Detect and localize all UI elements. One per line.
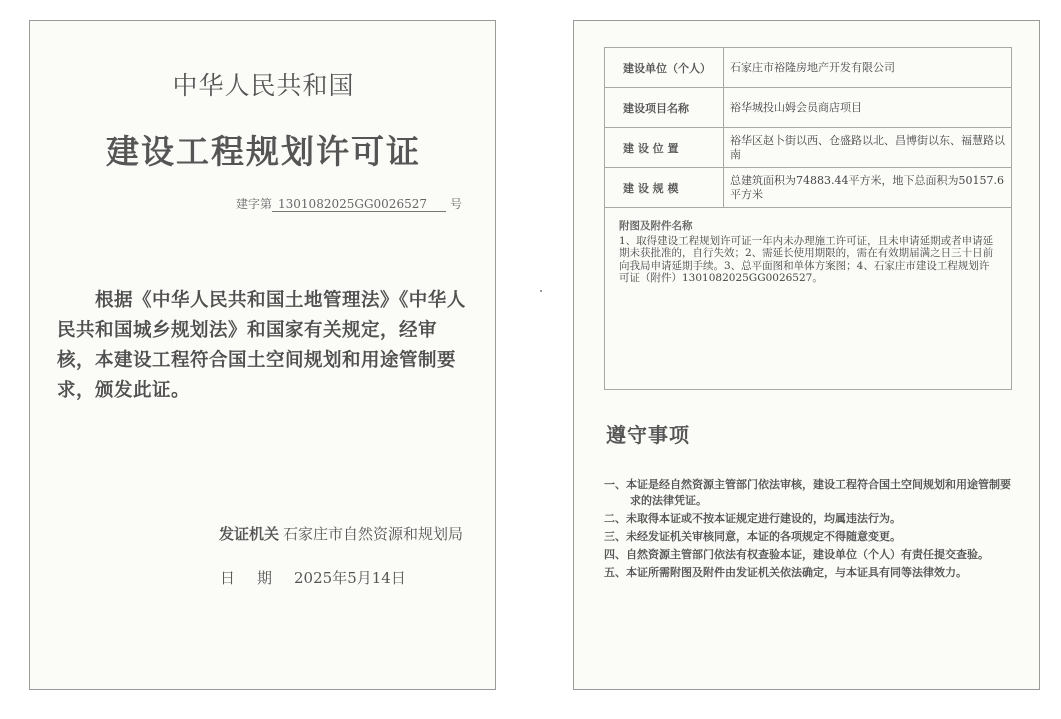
construction-unit-value: 石家庄市裕隆房地产开发有限公司 (724, 48, 1012, 88)
location-value: 裕华区赵卜街以西、仓盛路以北、昌博街以东、福慧路以南 (724, 128, 1012, 168)
rule-item: 二、未取得本证或不按本证规定进行建设的，均属违法行为。 (604, 512, 901, 525)
project-name-label: 建设项目名称 (605, 88, 724, 128)
table-row (605, 88, 1012, 128)
date-value: 2025年5月14日 (294, 569, 406, 587)
permit-prefix: 建字第 (236, 197, 273, 211)
scale-value: 总建筑面积为74883.44平方米，地下总面积为50157.6平方米 (724, 168, 1012, 208)
rule-item: 三、未经发证机关审核同意，本证的各项规定不得随意变更。 (604, 530, 901, 543)
certificate-body-text: 根据《中华人民共和国土地管理法》《中华人民共和国城乡规划法》和国家有关规定，经审核，本建设工程符合国土空间规划和用途管制要求，颁发此证。 (57, 290, 466, 401)
project-info-table (604, 47, 1012, 390)
rule-item: 五、本证所需附图及附件由发证机关依法确定，与本证具有同等法律效力。 (604, 566, 967, 579)
rule-item: 四、自然资源主管部门依法有权查验本证，建设单位（个人）有责任提交查验。 (604, 548, 989, 561)
permit-number-line (236, 195, 462, 212)
issuer-value: 石家庄市自然资源和规划局 (283, 525, 464, 543)
attachments-text: 1、取得建设工程规划许可证一年内未办理施工许可证，且未申请延期或者申请延期未获批准的，自行失效；2、需延长使用期限的，需在有效期届满之日三十日前向我局申请延期手续。3、总平面图和单体方案图；4、石家庄市建设工程规划许可证（附件）1301082025GG0026527。 (619, 234, 994, 284)
rules-title: 遵守事项 (606, 423, 690, 447)
construction-unit-label: 建设单位（个人） (605, 48, 724, 88)
permit-number: 1301082025GG0026527 (272, 197, 446, 212)
attachments-title: 附图及附件名称 (619, 220, 693, 232)
issuing-authority (219, 523, 463, 544)
date-label: 日期 (220, 569, 295, 587)
certificate-back-page (573, 20, 1040, 690)
table-row (605, 48, 1012, 88)
issue-date (220, 567, 406, 588)
issuer-label: 发证机关 (219, 525, 280, 543)
table-row (605, 128, 1012, 168)
permit-suffix: 号 (450, 197, 463, 211)
certificate-front-page (29, 20, 496, 690)
project-name-value: 裕华城投山姆会员商店项目 (724, 88, 1012, 128)
scan-speck (540, 290, 542, 292)
table-row (605, 168, 1012, 208)
attachments-cell (605, 208, 1012, 390)
rule-item: 一、本证是经自然资源主管部门依法审核，建设工程符合国土空间规划和用途管制要求的法律凭证。 (604, 478, 1011, 507)
country-name: 中华人民共和国 (172, 71, 355, 100)
certificate-title: 建设工程规划许可证 (106, 132, 421, 171)
scale-label: 建 设 规 模 (605, 168, 724, 208)
location-label: 建 设 位 置 (605, 128, 724, 168)
rules-list (604, 477, 1016, 583)
table-row (605, 208, 1012, 390)
